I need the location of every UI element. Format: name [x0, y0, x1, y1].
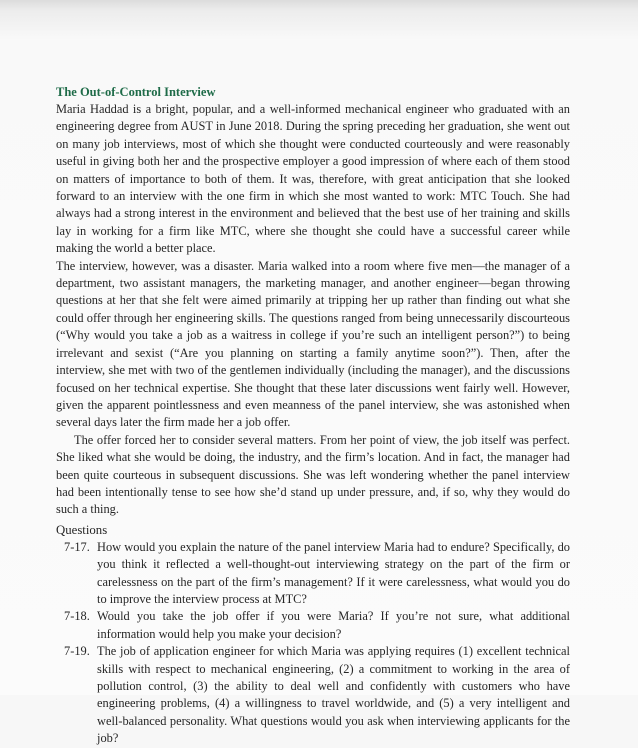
- questions-heading: Questions: [56, 522, 108, 537]
- questions-list: [56, 539, 570, 748]
- case-study: [56, 84, 570, 748]
- question-text: The job of application engineer for which Maria was applying requires (1) excellent technical skills with respect to mechanical engineering, (2) a commitment to working in the area of pollution control, (3) the ability to deal well and confidently with customers who have engineering problems, (4) a willingness to travel worldwide, and (5) a very intelligent and well-balanced personality. What questions would you ask when interviewing applicants for the job?: [97, 644, 570, 746]
- question-number: 7-18.: [64, 609, 90, 624]
- question-item: [64, 643, 570, 747]
- case-title: The Out-of-Control Interview: [56, 85, 216, 99]
- question-text: Would you take the job offer if you were Maria? If you’re not sure, what additional information would help you make your decision?: [97, 609, 570, 641]
- case-paragraph-1: Maria Haddad is a bright, popular, and a well-informed mechanical engineer who graduated with an engineering degree from AUST in June 2018. During the spring preceding her graduation, she went out on many job interviews, most of which she thought were conducted courteously and were reasonably useful in giving both her and the prospective employer a good impression of where each of them stood on matters of importance to both of them. It was, therefore, with great anticipation that she looked forward to an interview with the one firm in which she most wanted to work: MTC Touch. She had always had a strong interest in the environment and believed that the best use of her training and skills lay in working for a firm like MTC, where she thought she could have a successful career while making the world a better place.: [56, 102, 570, 256]
- question-text: How would you explain the nature of the panel interview Maria had to endure? Specifically, do you think it reflected a well-thought-out interviewing strategy on the part of the firm or carelessness on the part of the firm’s management? If it were carelessness, what would you do to improve the interview process at MTC?: [97, 539, 570, 606]
- question-item: [64, 539, 570, 609]
- question-number: 7-19.: [64, 644, 90, 659]
- question-number: 7-17.: [64, 539, 90, 554]
- case-paragraph-2: The interview, however, was a disaster. Maria walked into a room where five men—the manager of a department, two assistant managers, the marketing manager, and another engineer—began throwing questions at her that she felt were aimed primarily at tripping her up rather than finding out what she could offer through her engineering skills. The questions ranged from being unnecessarily discourteous (“Why would you take a job as a waitress in college if you’re such an intelligent person?”) to being irrelevant and sexist (“Are you planning on starting a family anytime soon?”). Then, after the interview, she met with two of the gentlemen individually (including the manager), and the discussions focused on her technical expertise. She thought that these later discussions went fairly well. However, given the apparent pointlessness and even meanness of the panel interview, she was astonished when several days later the firm made her a job offer.: [56, 258, 570, 430]
- case-paragraph-3: The offer forced her to consider several matters. From her point of view, the job itself was perfect. She liked what she would be doing, the industry, and the firm’s location. And in fact, the manager had been quite courteous in subsequent discussions. She was left wondering whether the panel interview had been intentionally tense to see how she’d stand up under pressure, and, if so, why they would do such a thing.: [56, 432, 570, 517]
- question-item: [64, 608, 570, 643]
